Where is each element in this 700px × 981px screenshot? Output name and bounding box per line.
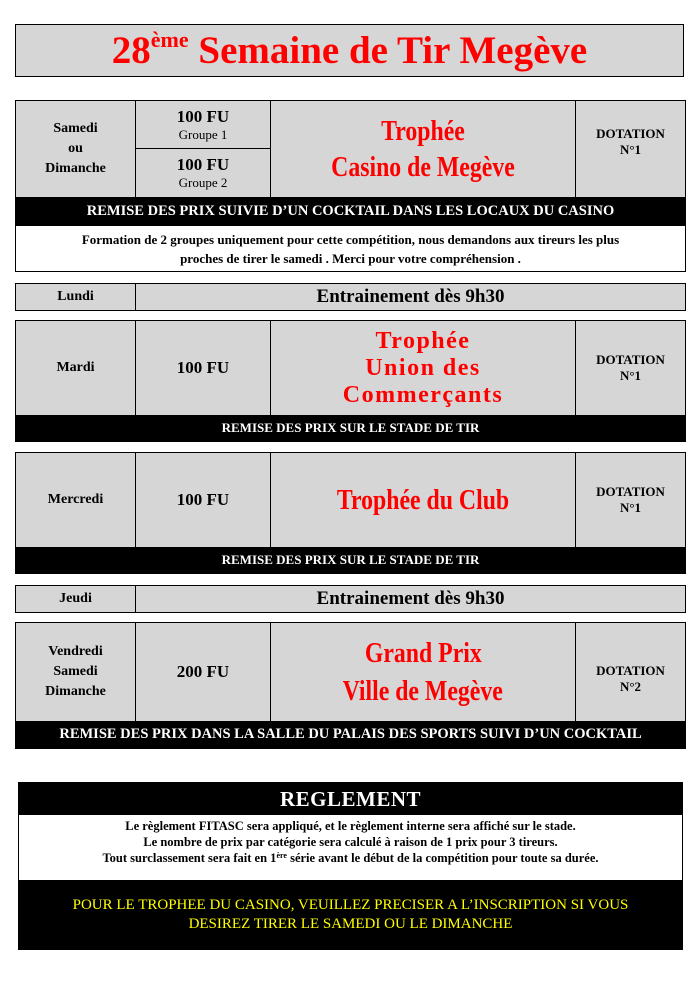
mercredi-day-cell <box>16 453 135 547</box>
reglement-line3-end: série avant le début de la compétition pour toute sa durée. <box>286 851 599 865</box>
group1-fu: 100 FU <box>176 106 230 126</box>
casino-prize-banner-text: REMISE DES PRIX SUIVIE D’UN COCKTAIL DANS LES LOCAUX DU CASINO <box>86 203 615 219</box>
group2-label: Groupe 2 <box>178 175 228 190</box>
casino-day-line: Dimanche <box>45 161 106 176</box>
reglement-title: REGLEMENT <box>279 786 422 811</box>
reglement-line: Le règlement FITASC sera appliqué, et le règlement interne sera affiché sur le stade. <box>125 819 576 833</box>
lundi-day: Lundi <box>57 289 94 304</box>
mardi-prize-banner <box>16 415 685 441</box>
mardi-dotation-number: N°1 <box>619 368 642 383</box>
edition-suffix: ème <box>150 27 189 52</box>
reglement-body <box>19 815 682 871</box>
reglement-header <box>19 783 682 815</box>
lundi-training-cell <box>136 284 685 310</box>
vendredi-day-line: Dimanche <box>45 684 106 699</box>
vendredi-fu: 200 FU <box>176 662 230 681</box>
page-title-banner <box>15 24 684 77</box>
vendredi-prize-banner <box>16 721 685 748</box>
mardi-dotation-cell <box>576 321 685 415</box>
mercredi-fu-cell <box>136 453 270 547</box>
page-title <box>111 27 588 72</box>
mercredi-trophy-cell <box>271 453 575 547</box>
vendredi-trophy-line: Ville de Megève <box>342 675 504 707</box>
casino-day-line: Samedi <box>53 121 98 136</box>
reglement-line3-start: Tout surclassement sera fait en 1 <box>102 851 277 865</box>
casino-note-line: Formation de 2 groupes uniquement pour cette compétition, nous demandons aux tireurs les plus <box>81 231 620 247</box>
casino-dotation-cell <box>576 101 685 197</box>
mardi-trophy-line: Union des <box>365 354 481 381</box>
reglement-line <box>19 850 682 866</box>
vendredi-fu-cell <box>136 623 270 721</box>
vendredi-dotation-number: N°2 <box>619 679 642 694</box>
mercredi-dotation-cell <box>576 453 685 547</box>
casino-note-line: proches de tirer le samedi . Merci pour votre compréhension . <box>180 250 521 266</box>
casino-trophy-line: Casino de Megève <box>331 151 515 183</box>
mercredi-dotation-number: N°1 <box>619 500 642 515</box>
mercredi-trophy: Trophée du Club <box>336 484 510 516</box>
vendredi-trophy-line: Grand Prix <box>364 637 482 669</box>
mercredi-fu: 100 FU <box>176 490 230 509</box>
mardi-fu: 100 FU <box>176 358 230 377</box>
vendredi-dotation-label: DOTATION <box>596 663 665 678</box>
reglement-line: Le nombre de prix par catégorie sera calculé à raison de 1 prix pour 3 tireurs. <box>143 835 558 849</box>
group1-cell <box>136 101 270 148</box>
casino-prize-banner <box>16 197 685 226</box>
casino-dotation-number: N°1 <box>619 142 642 157</box>
mercredi-day: Mercredi <box>47 492 104 507</box>
casino-notice-line: POUR LE TROPHEE DU CASINO, VEUILLEZ PRECISER A L’INSCRIPTION SI VOUS <box>72 896 629 913</box>
mercredi-dotation-label: DOTATION <box>596 484 665 499</box>
casino-notice <box>19 880 682 949</box>
jeudi-training-text: Entrainement dès 9h30 <box>316 588 505 609</box>
mardi-fu-cell <box>136 321 270 415</box>
jeudi-day-cell <box>16 586 135 612</box>
group2-cell <box>136 149 270 197</box>
vendredi-dotation-cell <box>576 623 685 721</box>
casino-trophy-line: Trophée <box>381 115 465 147</box>
jeudi-training-cell <box>136 586 685 612</box>
lundi-day-cell <box>16 284 135 310</box>
mardi-day: Mardi <box>56 360 95 375</box>
reglement-line3-sup: ère <box>276 851 287 860</box>
casino-day-cell <box>16 101 135 197</box>
vendredi-trophy-cell <box>271 623 575 721</box>
lundi-training-text: Entrainement dès 9h30 <box>316 286 505 307</box>
mardi-trophy-cell <box>271 321 575 415</box>
title-text: Semaine de Tir Megève <box>198 29 588 72</box>
group1-label: Groupe 1 <box>178 126 228 142</box>
mardi-dotation-label: DOTATION <box>596 352 665 367</box>
casino-trophy-cell <box>271 101 575 197</box>
jeudi-day: Jeudi <box>59 591 92 606</box>
mardi-trophy-line: Commerçants <box>342 381 504 408</box>
vendredi-day-cell <box>16 623 135 721</box>
mardi-trophy-line: Trophée <box>375 327 471 354</box>
mercredi-prize-banner <box>16 547 685 573</box>
casino-day-line: ou <box>68 141 83 156</box>
casino-dotation-label: DOTATION <box>596 126 665 141</box>
group2-fu: 100 FU <box>176 155 230 174</box>
edition-number: 28 <box>111 29 151 72</box>
vendredi-day-line: Vendredi <box>48 644 103 659</box>
casino-notice-line: DESIREZ TIRER LE SAMEDI OU LE DIMANCHE <box>188 915 513 932</box>
vendredi-day-line: Samedi <box>53 664 98 679</box>
casino-note <box>16 226 685 271</box>
mardi-day-cell <box>16 321 135 415</box>
mardi-prize-banner-text: REMISE DES PRIX SUR LE STADE DE TIR <box>221 420 480 435</box>
mercredi-prize-banner-text: REMISE DES PRIX SUR LE STADE DE TIR <box>221 552 480 567</box>
vendredi-prize-banner-text: REMISE DES PRIX DANS LA SALLE DU PALAIS DES SPORTS SUIVI D’UN COCKTAIL <box>59 726 642 742</box>
